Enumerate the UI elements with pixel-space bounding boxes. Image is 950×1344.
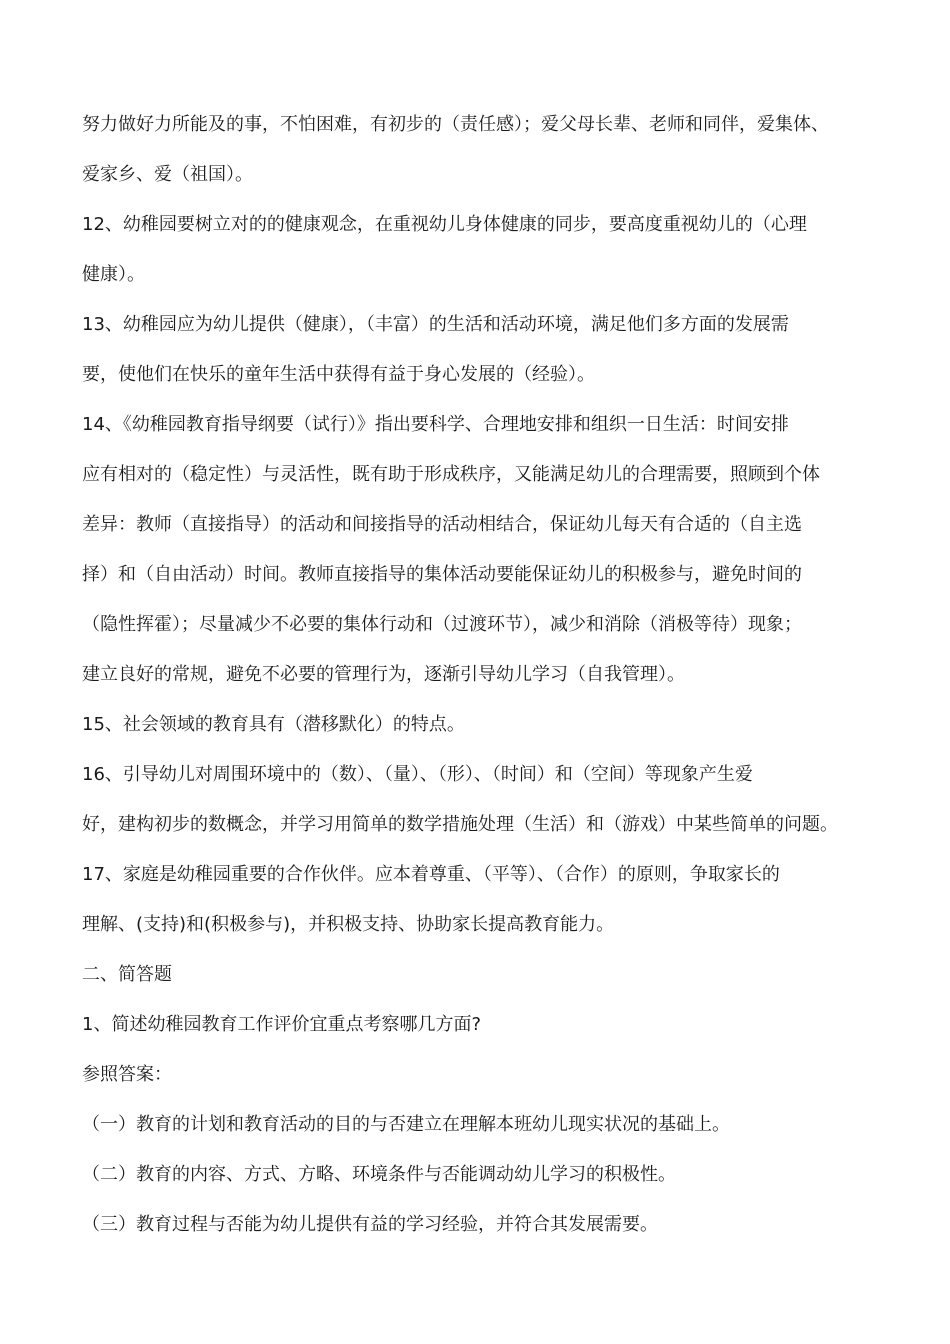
text-line: 健康）。 [82, 264, 145, 285]
text-line: 择）和（自由活动）时间。教师直接指导的集体活动要能保证幼儿的积极参与，避免时间的 [82, 564, 802, 585]
text-line: 努力做好力所能及的事，不怕困难，有初步的（责任感）；爱父母长辈、老师和同伴，爱集体、 [82, 114, 829, 135]
text-line: 16、引导幼儿对周围环境中的（数）、（量）、（形）、（时间）和（空间）等现象产生爱 [82, 764, 753, 785]
text-line: 12、幼稚园要树立对的的健康观念，在重视幼儿身体健康的同步，要高度重视幼儿的（心理 [82, 214, 807, 235]
text-line: 13、幼稚园应为幼儿提供（健康），（丰富）的生活和活动环境，满足他们多方面的发展需 [82, 314, 789, 335]
answer-item: （一）教育的计划和教育活动的目的与否建立在理解本班幼儿现实状况的基础上。 [82, 1114, 730, 1135]
text-line: 爱家乡、爱（祖国）。 [82, 164, 253, 185]
answer-item: （三）教育过程与否能为幼儿提供有益的学习经验，并符合其发展需要。 [82, 1214, 658, 1235]
text-line: 应有相对的（稳定性）与灵活性，既有助于形成秩序，又能满足幼儿的合理需要，照顾到个体 [82, 464, 820, 485]
question-text: 1、简述幼稚园教育工作评价宜重点考察哪几方面? [82, 1014, 482, 1035]
text-line: 建立良好的常规，避免不必要的管理行为，逐渐引导幼儿学习（自我管理）。 [82, 664, 685, 685]
text-line: 14、《幼稚园教育指导纲要（试行）》指出要科学、合理地安排和组织一日生活：时间安排 [82, 414, 789, 435]
text-line: 差异：教师（直接指导）的活动和间接指导的活动相结合，保证幼儿每天有合适的（自主选 [82, 514, 802, 535]
text-line: 要，使他们在快乐的童年生活中获得有益于身心发展的（经验）。 [82, 364, 595, 385]
text-line: 15、社会领域的教育具有（潜移默化）的特点。 [82, 714, 465, 735]
section-heading: 二、简答题 [82, 964, 172, 985]
answer-item: （二）教育的内容、方式、方略、环境条件与否能调动幼儿学习的积极性。 [82, 1164, 676, 1185]
answer-label: 参照答案： [82, 1064, 172, 1085]
text-line: （隐性挥霍）；尽量减少不必要的集体行动和（过渡环节），减少和消除（消极等待）现象； [82, 614, 802, 635]
text-line: 好，建构初步的数概念，并学习用简单的数学措施处理（生活）和（游戏）中某些简单的问题。 [82, 814, 838, 835]
text-line: 理解、(支持)和(积极参与)，并积极支持、协助家长提高教育能力。 [82, 914, 615, 935]
text-line: 17、家庭是幼稚园重要的合作伙伴。应本着尊重、（平等）、（合作）的原则，争取家长的 [82, 864, 780, 885]
